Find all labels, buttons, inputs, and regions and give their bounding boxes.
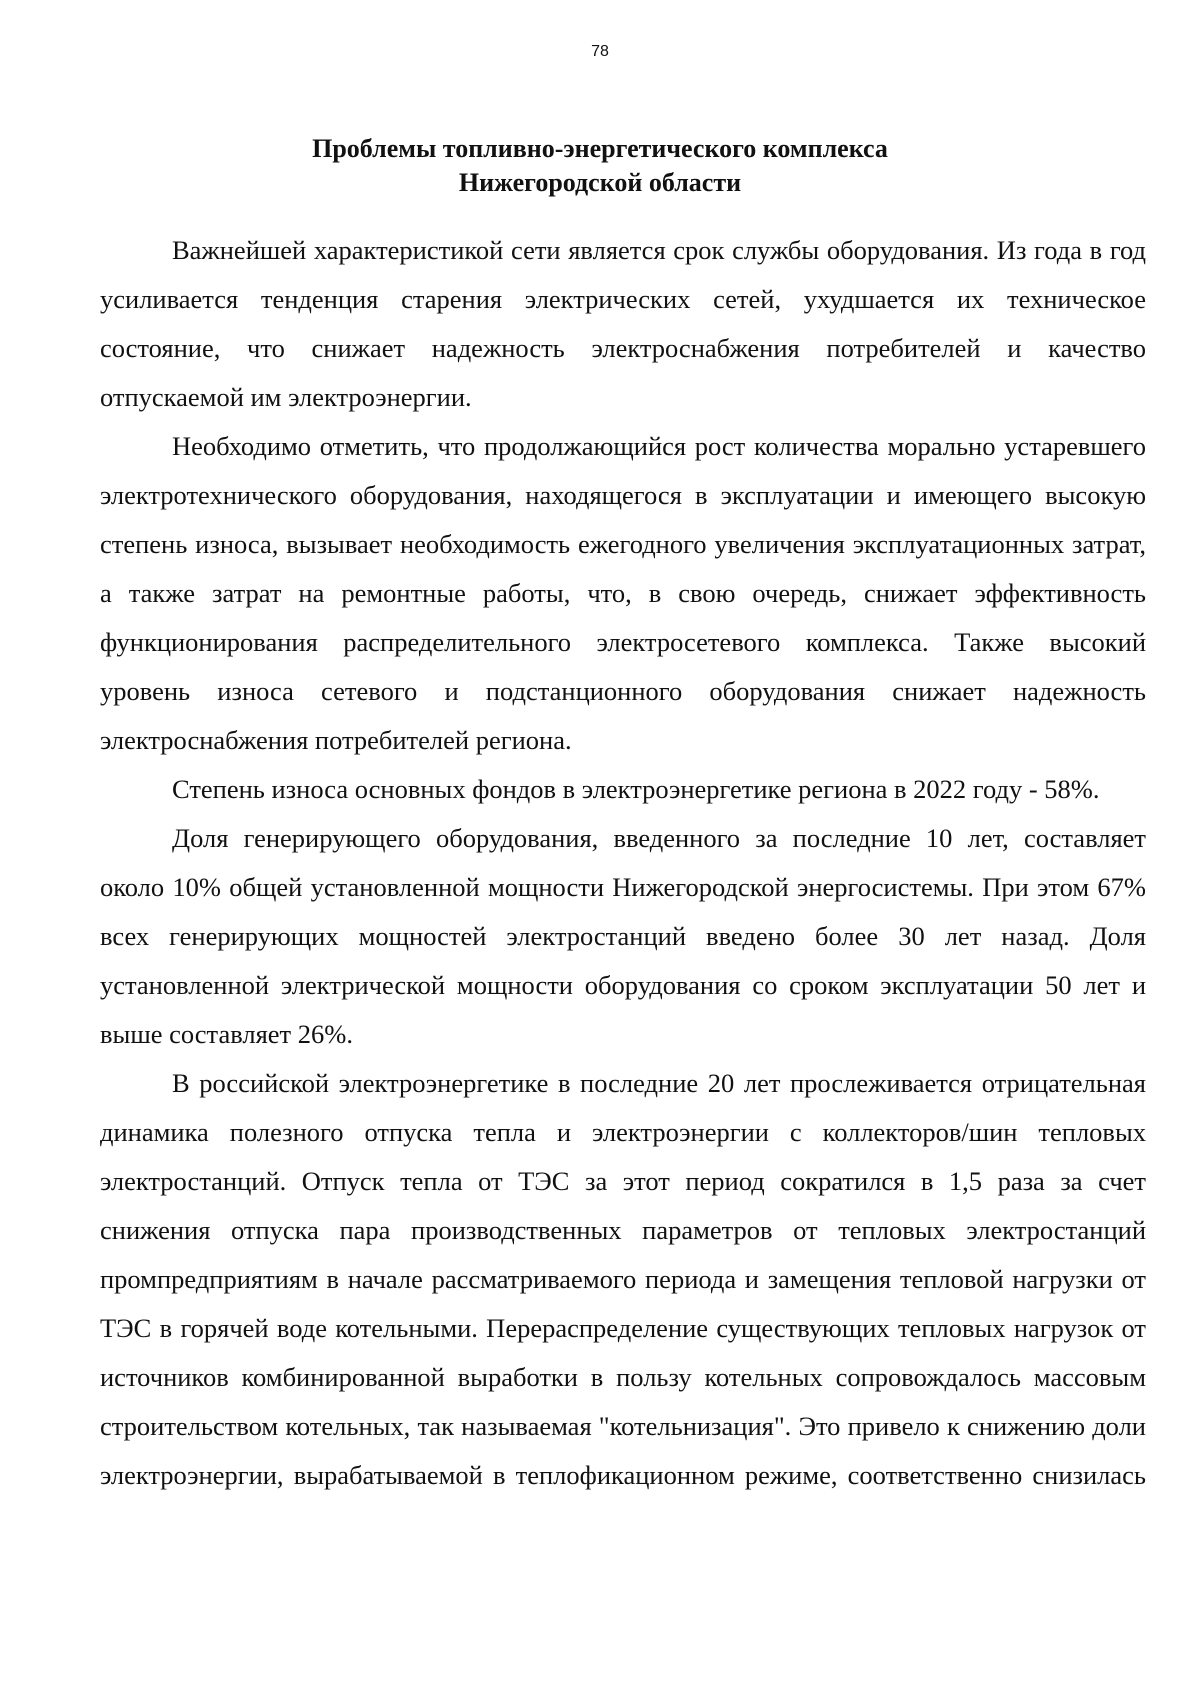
section-title-line-1: Проблемы топливно-энергетического комплекса [312,134,888,163]
document-body [100,226,1146,1500]
paragraph-1: Важнейшей характеристикой сети является срок службы оборудования. Из года в год усиливается тенденция старения электрических сетей, ухудшается их техническое состояние, что снижает надежность электроснабжения потребителей и качество отпускаемой им электроэнергии. [100,235,1146,412]
paragraph-5: В российской электроэнергетике в последние 20 лет прослеживается отрицательная динамика полезного отпуска тепла и электроэнергии с коллекторов/шин тепловых электростанций. Отпуск тепла от ТЭС за этот период сократился в 1,5 раза за счет снижения отпуска пара производственных параметров от тепловых электростанций промпредприятиям в начале рассматриваемого периода и замещения тепловой нагрузки от ТЭС в горячей воде котельными. Перераспределение существующих тепловых нагрузок от источников комбинированной выработки в пользу котельных сопровождалось массовым строительством котельных, так называемая "котельнизация". Это привело к снижению доли электроэнергии, вырабатываемой в теплофикационном режиме, соответственно снизилась [100,1068,1146,1490]
paragraph-3: Степень износа основных фондов в электроэнергетике региона в 2022 году - 58%. [172,774,1100,804]
paragraph-4: Доля генерирующего оборудования, введенного за последние 10 лет, составляет около 10% общей установленной мощности Нижегородской энергосистемы. При этом 67% всех генерирующих мощностей электростанций введено более 30 лет назад. Доля установленной электрической мощности оборудования со сроком эксплуатации 50 лет и выше составляет 26%. [100,823,1146,1049]
section-title [0,132,1200,200]
section-title-line-2: Нижегородской области [458,168,742,197]
page-number: 78 [591,43,609,60]
paragraph-2: Необходимо отметить, что продолжающийся рост количества морально устаревшего электротехнического оборудования, находящегося в эксплуатации и имеющего высокую степень износа, вызывает необходимость ежегодного увеличения эксплуатационных затрат, а также затрат на ремонтные работы, что, в свою очередь, снижает эффективность функционирования распределительного электросетевого комплекса. Также высокий уровень износа сетевого и подстанционного оборудования снижает надежность электроснабжения потребителей региона. [100,431,1146,755]
